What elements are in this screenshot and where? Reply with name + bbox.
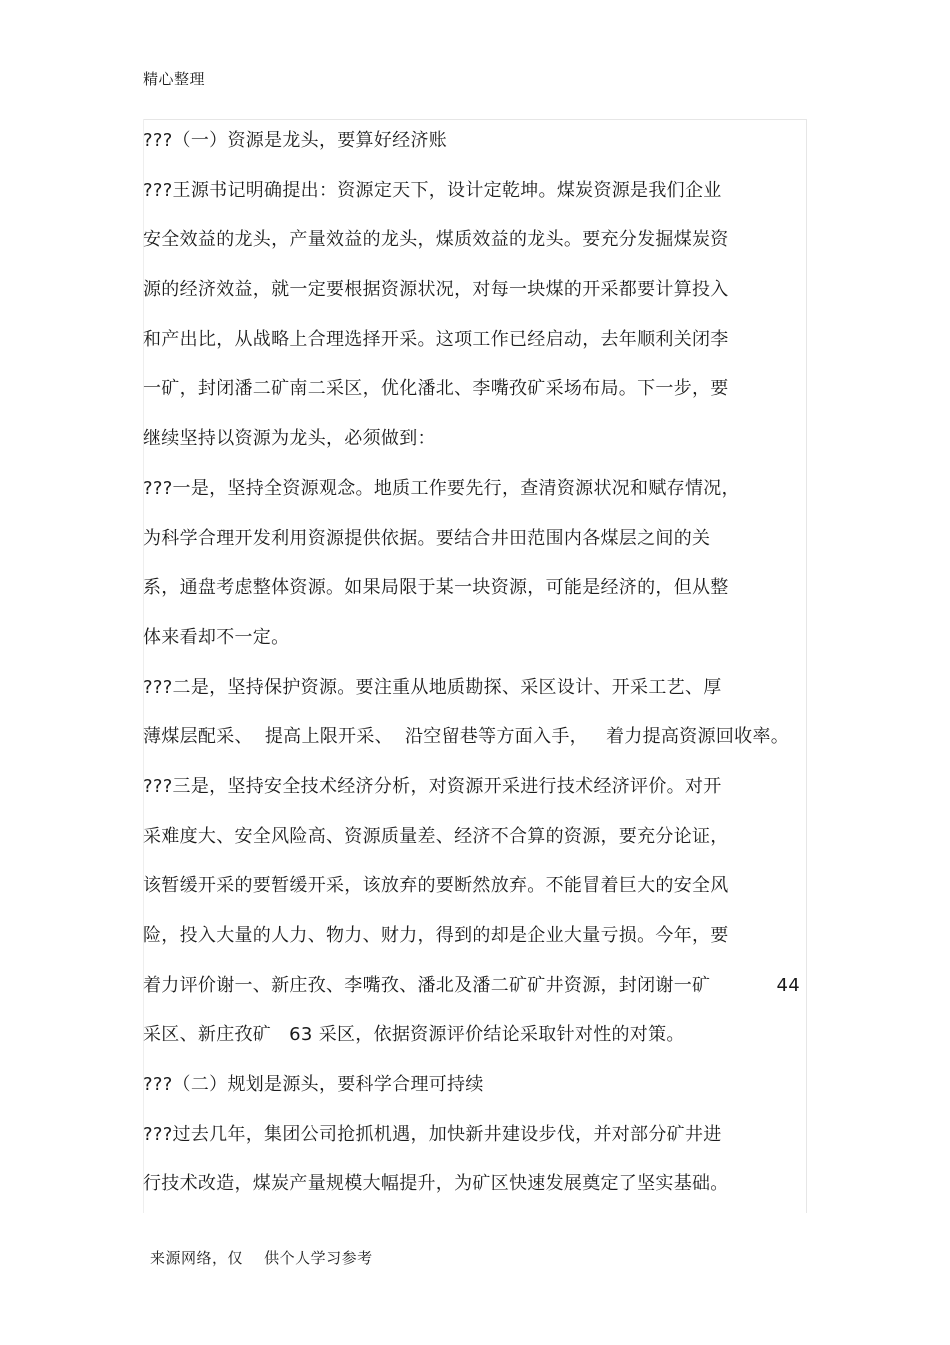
text-line: ???一是，坚持全资源观念。地质工作要先行，查清资源状况和赋存情况， — [143, 477, 740, 499]
text-line: 薄煤层配采、 提高上限开采、 沿空留巷等方面入手， 着力提高资源回收率。 — [143, 726, 790, 748]
text-line: ???二是，坚持保护资源。要注重从地质勘探、采区设计、开采工艺、厚 — [143, 676, 722, 698]
page-footer: 来源网络，仅 供个人学习参考 — [150, 1249, 373, 1267]
document-body — [143, 116, 823, 1209]
text-line: 险，投入大量的人力、物力、财力，得到的却是企业大量亏损。今年，要 — [143, 925, 729, 946]
text-line: 该暂缓开采的要暂缓开采，该放弃的要断然放弃。不能冒着巨大的安全风 — [143, 875, 729, 897]
text-line: 系，通盘考虑整体资源。如果局限于某一块资源，可能是经济的，但从整 — [143, 577, 729, 599]
text-line: 为科学合理开发利用资源提供依据。要结合井田范围内各煤层之间的关 — [143, 527, 711, 549]
text-line: 一矿，封闭潘二矿南二采区，优化潘北、李嘴孜矿采场布局。下一步，要 — [143, 378, 729, 400]
text-line: 继续坚持以资源为龙头，必须做到： — [143, 428, 436, 450]
text-line: 行技术改造，煤炭产量规模大幅提升，为矿区快速发展奠定了坚实基础。 — [143, 1173, 729, 1195]
text-line: 采难度大、安全风险高、资源质量差、经济不合算的资源，要充分论证， — [143, 825, 729, 847]
text-line: ???过去几年，集团公司抢抓机遇，加快新井建设步伐，并对部分矿井进 — [143, 1123, 722, 1145]
text-line: 安全效益的龙头，产量效益的龙头，煤质效益的龙头。要充分发掘煤炭资 — [143, 229, 729, 251]
text-line: ???（二）规划是源头，要科学合理可持续 — [143, 1074, 484, 1096]
text-line: ???（一）资源是龙头，要算好经济账 — [143, 130, 448, 151]
text-line: 和产出比，从战略上合理选择开采。这项工作已经启动，去年顺利关闭李 — [143, 328, 729, 350]
text-line: 体来看却不一定。 — [143, 626, 290, 648]
text-line: 源的经济效益，就一定要根据资源状况，对每一块煤的开采都要计算投入 — [143, 279, 729, 301]
text-line: 着力评价谢一、新庄孜、李嘴孜、潘北及潘二矿矿井资源，封闭谢一矿 44 — [143, 974, 801, 996]
text-line: ???王源书记明确提出：资源定天下，设计定乾坤。煤炭资源是我们企业 — [143, 179, 722, 201]
text-line: ???三是，坚持安全技术经济分析，对资源开采进行技术经济评价。对开 — [143, 775, 722, 797]
page-header: 精心整理 — [143, 70, 206, 88]
text-line: 采区、新庄孜矿 63 采区，依据资源评价结论采取针对性的对策。 — [143, 1024, 685, 1046]
